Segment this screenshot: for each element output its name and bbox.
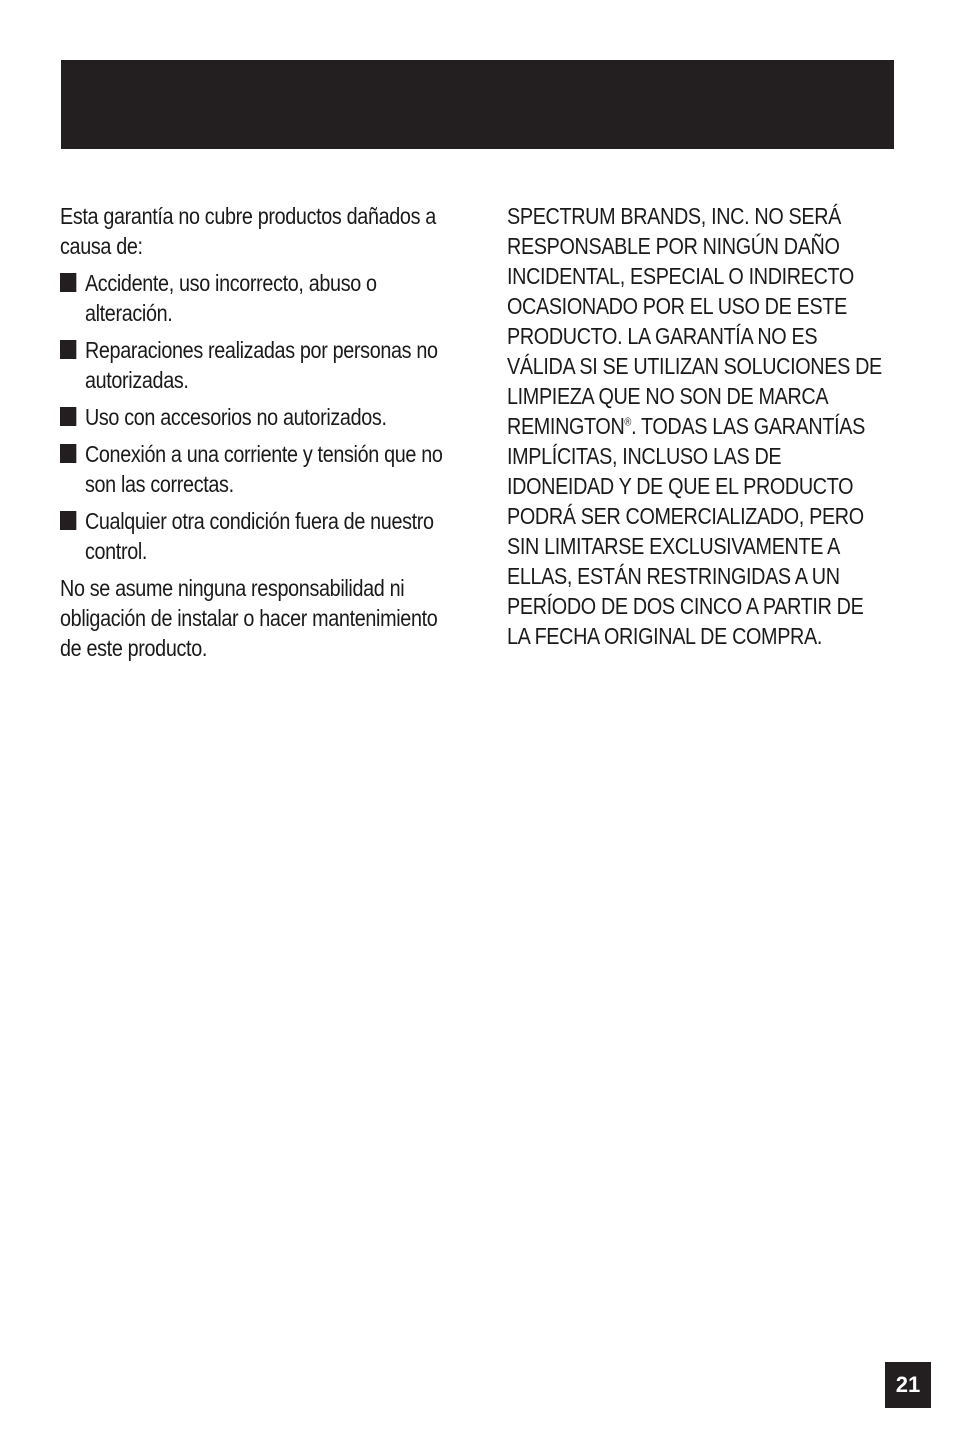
disclaimer-text-part-2: . TODAS LAS GARANTÍAS IMPLÍCITAS, INCLUSO LAS DE IDONEIDAD Y DE QUE EL PRODUCTO PODRÁ SER COMERCIALIZADO, PERO SIN LIMITARSE EXCLUSIVAMENTE A ELLAS, ESTÁN RESTRINGIDAS A UN PERÍODO DE DOS CINCO A PARTIR DE LA FECHA ORIGINAL DE COMPRA.	[507, 413, 865, 649]
liability-disclaimer	[507, 201, 887, 651]
list-item	[60, 402, 456, 432]
square-bullet-icon	[60, 407, 76, 426]
square-bullet-icon	[60, 511, 76, 530]
list-item-text: Cualquier otra condición fuera de nuestro control.	[84, 508, 434, 564]
header-bar	[61, 60, 894, 149]
list-item	[60, 439, 456, 499]
list-item-text: Accidente, uso incorrecto, abuso o alteración.	[84, 270, 377, 326]
list-item-text: Reparaciones realizadas por personas no autorizadas.	[84, 337, 438, 393]
list-item	[60, 268, 456, 328]
list-item	[60, 335, 456, 395]
square-bullet-icon	[60, 273, 76, 292]
list-item-text: Uso con accesorios no autorizados.	[84, 404, 387, 430]
square-bullet-icon	[60, 340, 76, 359]
intro-paragraph: Esta garantía no cubre productos dañados a causa de:	[60, 203, 436, 259]
list-item-text: Conexión a una corriente y tensión que no son las correctas.	[84, 441, 443, 497]
disclaimer-text-part-1: SPECTRUM BRANDS, INC. NO SERÁ RESPONSABLE POR NINGÚN DAÑO INCIDENTAL, ESPECIAL O INDIRECTO OCASIONADO POR EL USO DE ESTE PRODUCTO. LA GARANTÍA NO ES VÁLIDA SI SE UTILIZAN SOLUCIONES DE LIMPIEZA QUE NO SON DE MARCA REMINGTON	[507, 203, 882, 439]
exclusions-list	[60, 268, 456, 566]
list-item	[60, 506, 456, 566]
page-number: 21	[885, 1362, 931, 1408]
right-column	[507, 201, 887, 658]
closing-paragraph: No se asume ninguna responsabilidad ni obligación de instalar o hacer mantenimiento de este producto.	[60, 575, 438, 661]
square-bullet-icon	[60, 444, 76, 463]
registered-trademark: ®	[624, 416, 632, 429]
left-column	[60, 201, 456, 670]
